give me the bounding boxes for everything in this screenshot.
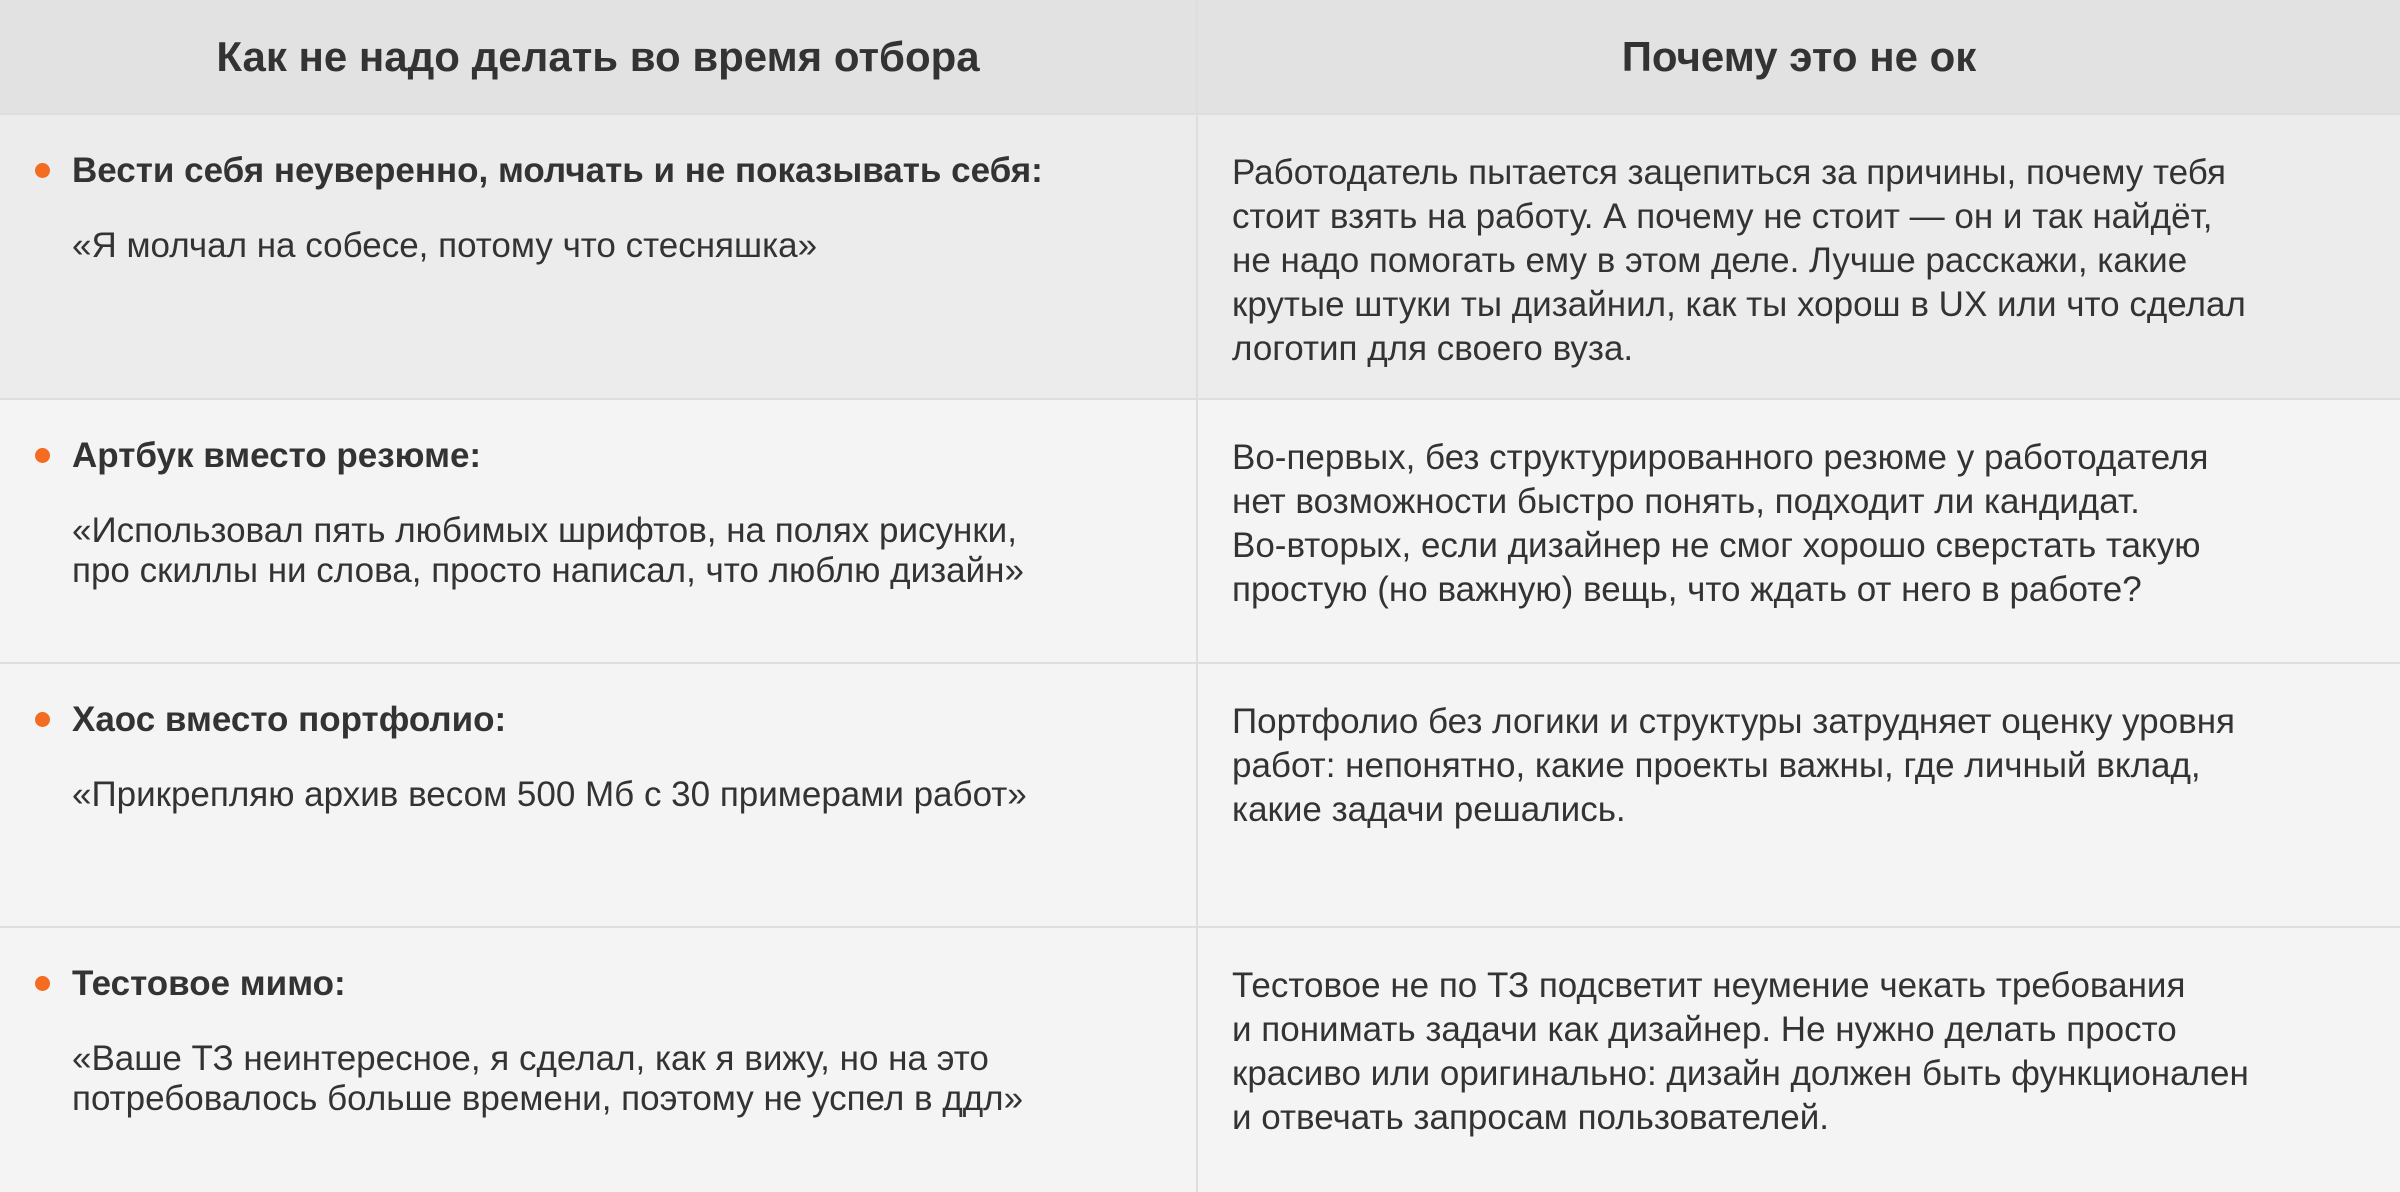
table-row-2-reason <box>1198 400 2400 664</box>
mistake-title: Хаос вместо портфолио: <box>72 700 507 739</box>
bullet-icon <box>35 163 50 178</box>
reason-text: Портфолио без логики и структуры затрудняет оценку уровня работ: непонятно, какие проекты важны, где личный вклад, какие задачи решались. <box>1232 702 2235 829</box>
mistake-title: Вести себя неуверенно, молчать и не показывать себя: <box>72 151 1043 190</box>
mistake-quote: «Прикрепляю архив весом 500 Мб с 30 примерами работ» <box>72 775 1027 814</box>
table-row-2-mistake <box>0 400 1198 664</box>
mistake-quote: «Использовал пять любимых шрифтов, на полях рисунки, про скиллы ни слова, просто написал, что люблю дизайн» <box>72 511 1024 590</box>
table-row-3-reason <box>1198 664 2400 928</box>
reason-text: Работодатель пытается зацепиться за причины, почему тебя стоит взять на работу. А почему не стоит — он и так найдёт, не надо помогать ему в этом деле. Лучше расскажи, какие крутые штуки ты дизайнил, как ты хорош в UX или что сделал логотип для своего вуза. <box>1232 153 2246 368</box>
mistake-title: Тестовое мимо: <box>72 964 346 1003</box>
mistake-quote: «Ваше ТЗ неинтересное, я сделал, как я вижу, но на это потребовалось больше времени, поэтому не успел в ддл» <box>72 1039 1024 1118</box>
mistake-quote: «Я молчал на собесе, потому что стесняшка» <box>72 226 818 265</box>
header-cell-left <box>0 0 1198 115</box>
bullet-icon <box>35 976 50 991</box>
column-header-reasons: Почему это не ок <box>1621 32 1977 80</box>
column-header-mistakes: Как не надо делать во время отбора <box>216 32 980 80</box>
bullet-icon <box>35 448 50 463</box>
table-row-1-reason <box>1198 115 2400 400</box>
header-cell-right <box>1198 0 2400 115</box>
table-row-4-reason <box>1198 928 2400 1192</box>
bullet-icon <box>35 712 50 727</box>
reason-text: Тестовое не по ТЗ подсветит неумение чекать требования и понимать задачи как дизайнер. Не нужно делать просто красиво или оригинально: дизайн должен быть функционален и отвечать запросам пользователей. <box>1232 966 2249 1137</box>
reason-text: Во-первых, без структурированного резюме у работодателя нет возможности быстро понять, подходит ли кандидат. Во-вторых, если дизайнер не смог хорошо сверстать такую простую (но важную) вещь, что ждать от него в работе? <box>1232 438 2209 609</box>
table-row-3-mistake <box>0 664 1198 928</box>
table-row-4-mistake <box>0 928 1198 1192</box>
mistake-title: Артбук вместо резюме: <box>72 436 482 475</box>
table-row-1-mistake <box>0 115 1198 400</box>
